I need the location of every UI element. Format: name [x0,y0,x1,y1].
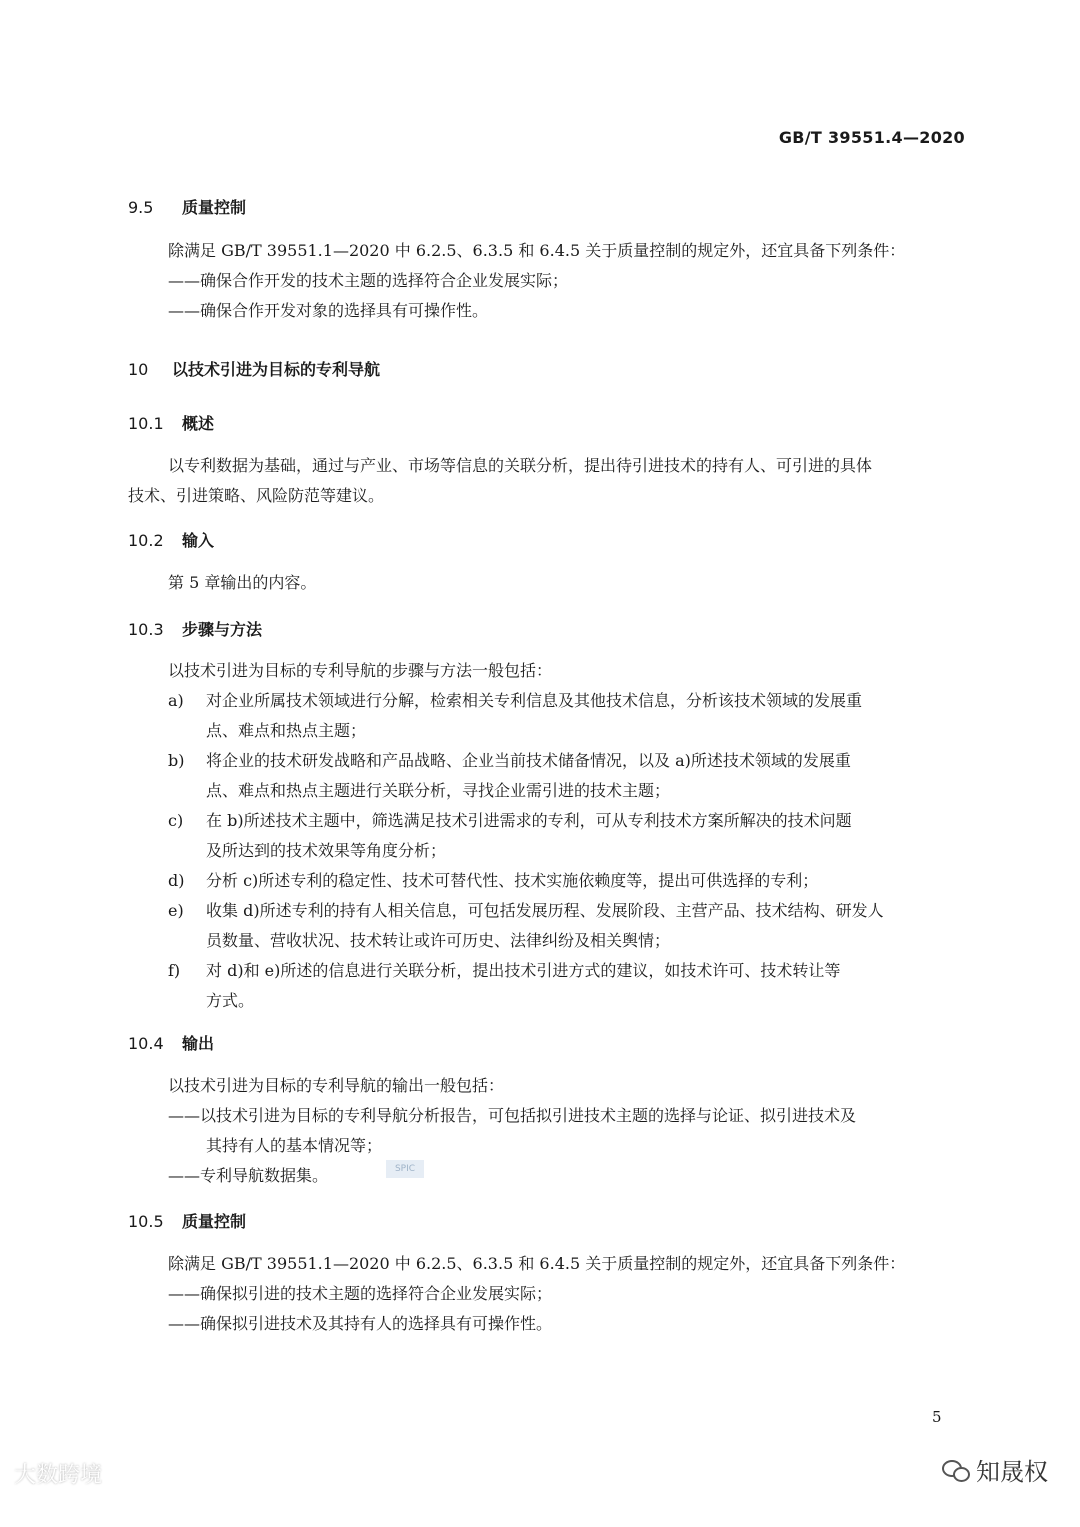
paragraph-9-5-intro: 除满足 GB/T 39551.1—2020 中 6.2.5、6.3.5 和 6.4.5 关于质量控制的规定外，还宜具备下列条件： [168,241,906,260]
list-item-e: e) 收集 d)所述专利的持有人相关信息，可包括发展历程、发展阶段、主营产品、技术结构、研发人 员数量、营收状况、技术转让或许可历史、法律纠纷及相关舆情； [168,901,884,950]
heading-10-3: 10.3 步骤与方法 [128,620,263,639]
dash-item: ——专利导航数据集。 [168,1166,329,1185]
list-item-a: a) 对企业所属技术领域进行分解，检索相关专利信息及其他技术信息，分析该技术领域的发展重 点、难点和热点主题； [168,691,863,740]
heading-10-5: 10.5 质量控制 [128,1212,247,1231]
page-number: 5 [932,1408,942,1426]
paragraph-10-4-intro: 以技术引进为目标的专利导航的输出一般包括： [168,1076,505,1095]
dash-item: ——确保拟引进技术及其持有人的选择具有可操作性。 [168,1314,553,1333]
dash-item: ——确保合作开发的技术主题的选择符合企业发展实际； [168,271,569,290]
dash-item: ——确保拟引进的技术主题的选择符合企业发展实际； [168,1284,553,1303]
paragraph-10-1-line1: 以专利数据为基础，通过与产业、市场等信息的关联分析，提出待引进技术的持有人、可引进的具体 [168,456,873,475]
watermark-right: 知晟权 [942,1452,1048,1487]
heading-10: 10 以技术引进为目标的专利导航 [128,360,381,379]
heading-9-5: 9.5 质量控制 [128,198,247,217]
list-item-c: c) 在 b)所述技术主题中，筛选满足技术引进需求的专利，可从专利技术方案所解决的技术问题 及所达到的技术效果等角度分析； [168,811,852,860]
watermark-left: 大数跨境 [14,1463,103,1488]
paragraph-10-5-intro: 除满足 GB/T 39551.1—2020 中 6.2.5、6.3.5 和 6.4.5 关于质量控制的规定外，还宜具备下列条件： [168,1254,906,1273]
wechat-icon [942,1458,970,1482]
paragraph-10-2: 第 5 章输出的内容。 [168,573,317,592]
list-item-d: d) 分析 c)所述专利的稳定性、技术可替代性、技术实施依赖度等，提出可供选择的专利； [168,871,819,890]
heading-10-2: 10.2 输入 [128,531,215,550]
heading-10-1: 10.1 概述 [128,414,215,433]
paragraph-10-1-line2: 技术、引进策略、风险防范等建议。 [128,486,385,505]
dash-item: ——以技术引进为目标的专利导航分析报告，可包括拟引进技术主题的选择与论证、拟引进技术及 其持有人的基本情况等； [168,1106,857,1155]
dash-item: ——确保合作开发对象的选择具有可操作性。 [168,301,489,320]
standard-code: GB/T 39551.4—2020 [778,128,965,147]
heading-10-4: 10.4 输出 [128,1034,215,1053]
paragraph-10-3-intro: 以技术引进为目标的专利导航的步骤与方法一般包括： [168,661,553,680]
stamp-mark: SPIC [386,1160,424,1178]
list-item-f: f) 对 d)和 e)所述的信息进行关联分析，提出技术引进方式的建议，如技术许可、技术转让等 方式。 [168,961,841,1010]
list-item-b: b) 将企业的技术研发战略和产品战略、企业当前技术储备情况，以及 a)所述技术领域的发展重 点、难点和热点主题进行关联分析，寻找企业需引进的技术主题； [168,751,851,800]
